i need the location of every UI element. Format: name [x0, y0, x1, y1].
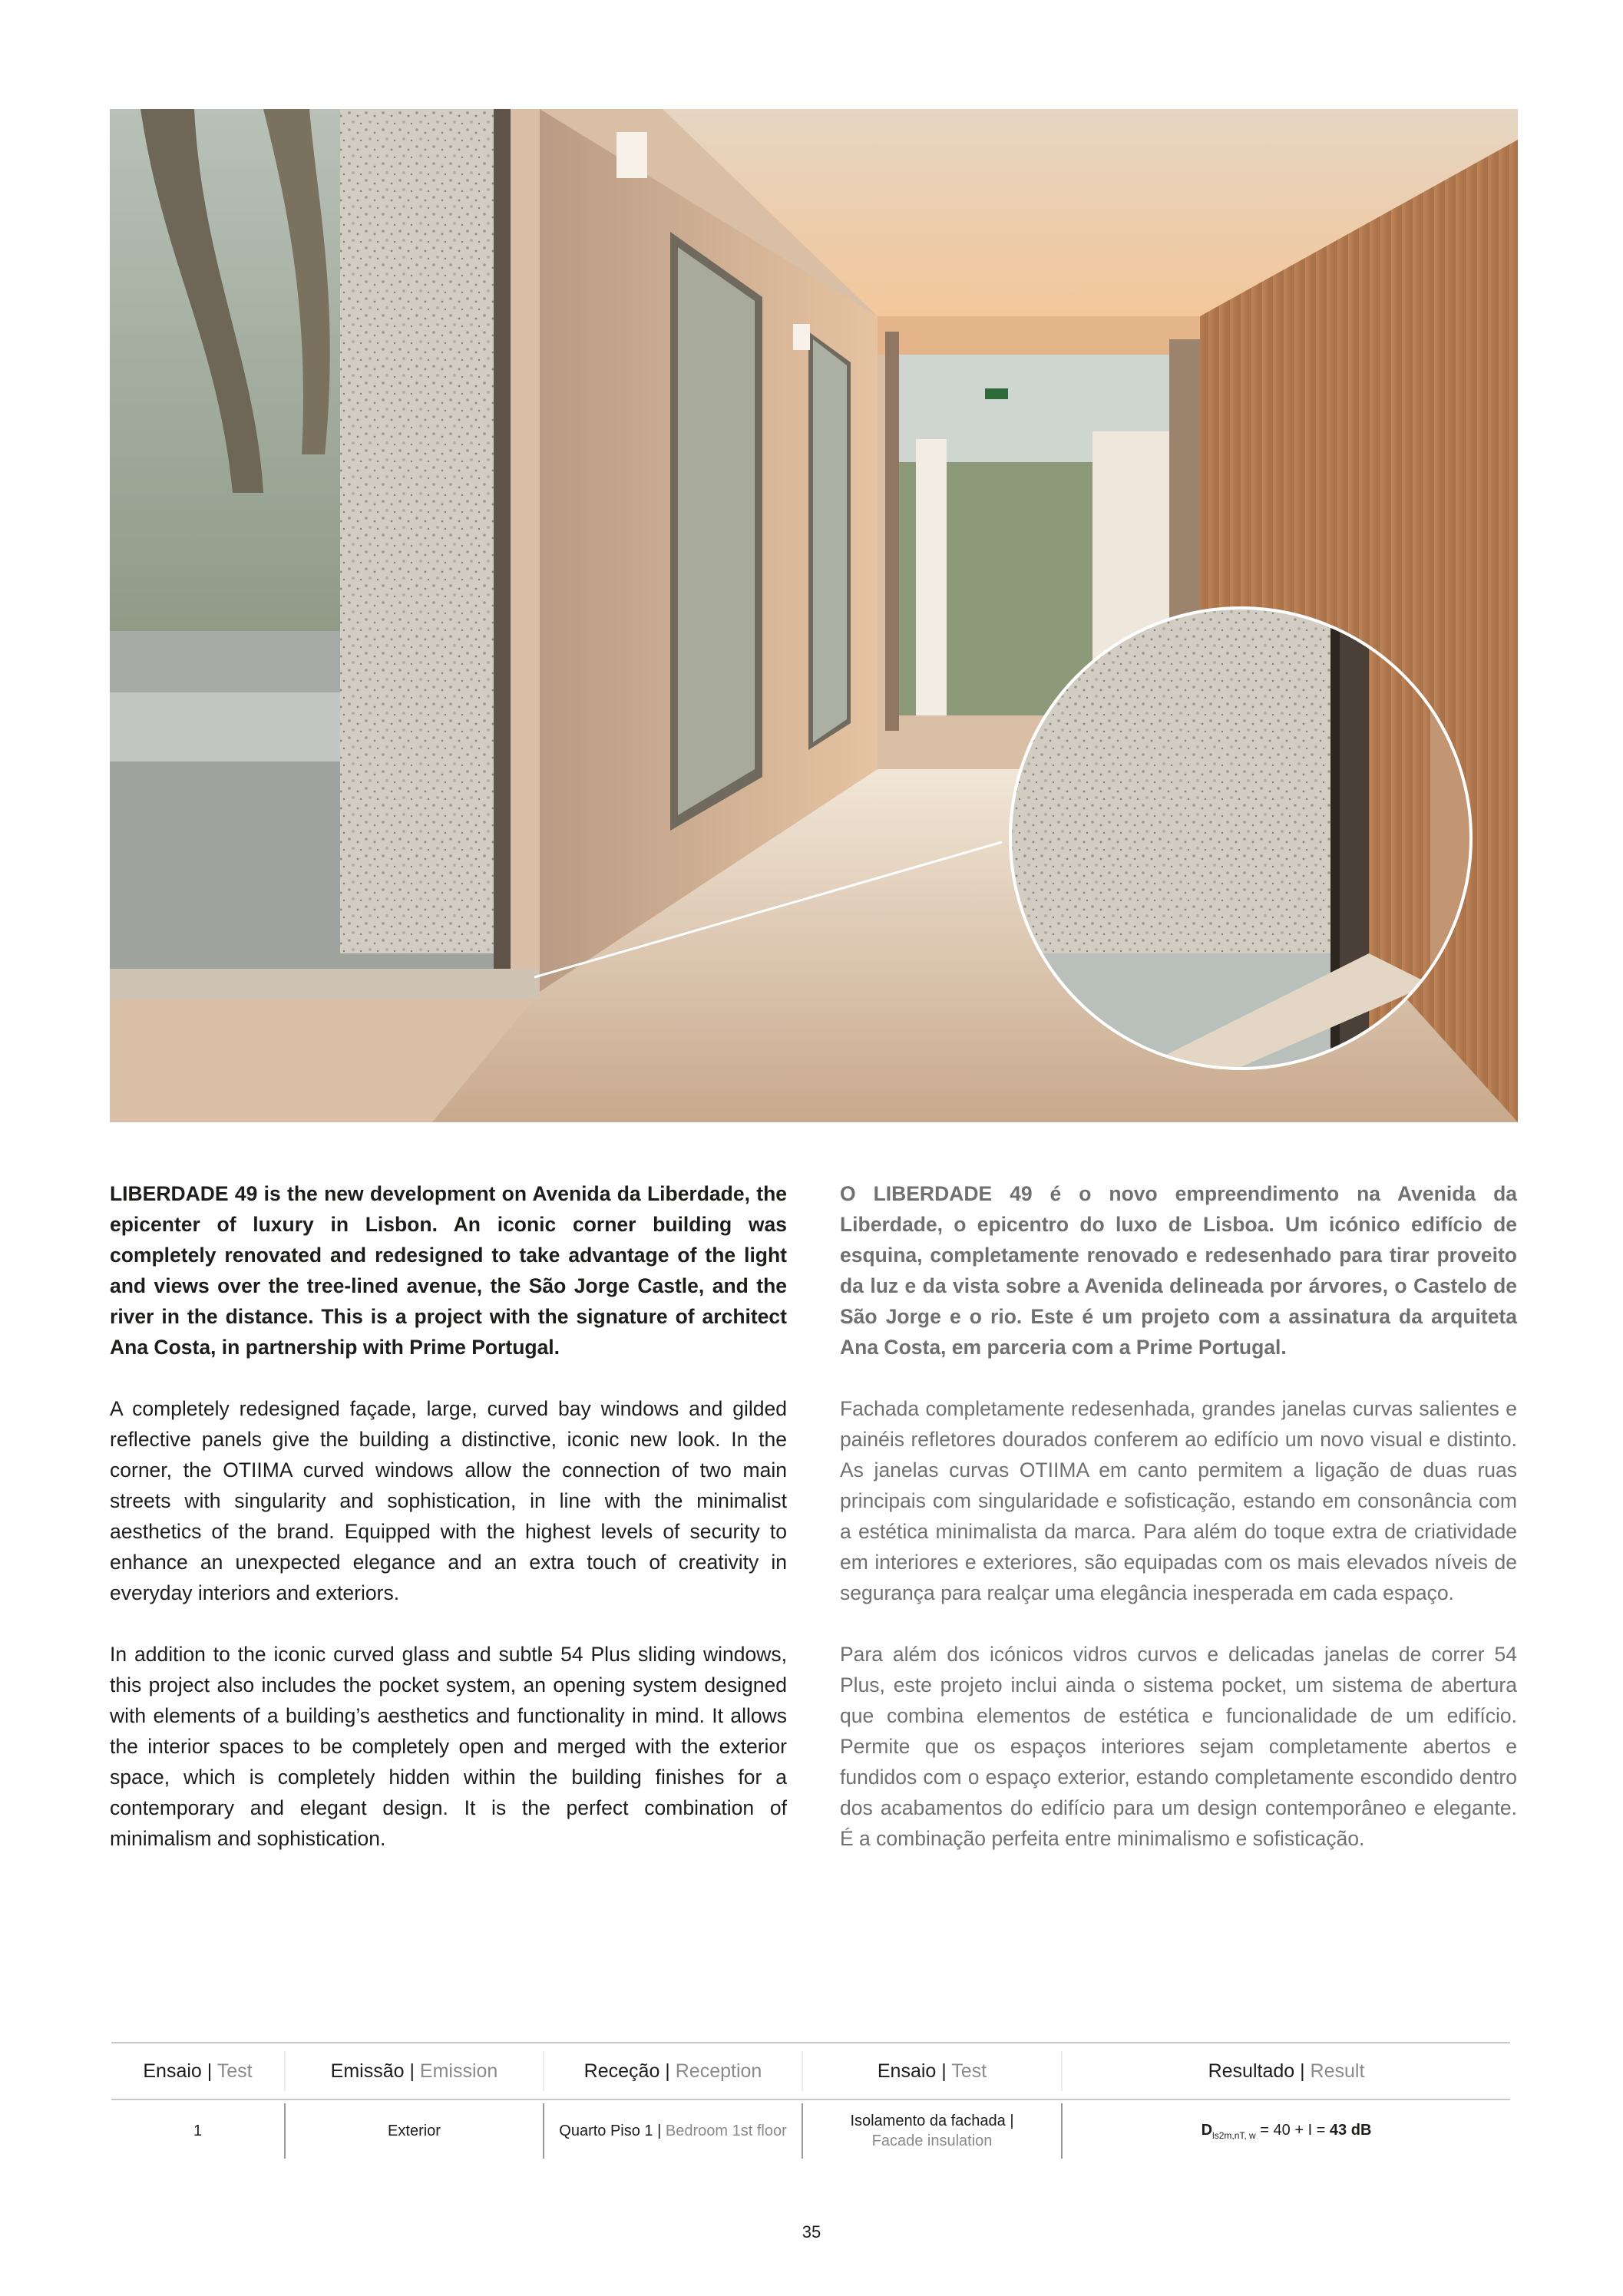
cell-result: $D_{ls2m,nT, w} = 40 + I = 43$ dB: [1201, 2121, 1372, 2141]
lead-paragraph-en: LIBERDADE 49 is the new development on Avenida da Liberdade, the epicenter of luxury in Lisbon. An iconic corner building was completely renovated and redesigned to take advantage of the light and views over the tree-lined avenue, the São Jorge Castle, and the river in the distance. This is a project with the signature of architect Ana Costa, in partnership with Prime Portugal.: [110, 1182, 787, 1359]
hero-photo: [110, 109, 1518, 1122]
lead-paragraph-pt: O LIBERDADE 49 é o novo empreendimento na Avenida da Liberdade, o epicentro do luxo de Lisboa. Um icónico edifício de esquina, completamente renovado e redesenhado para tirar proveito da luz e da vista sobre a Avenida delineada por árvores, o Castelo de São Jorge e o rio. Este é um projeto com a assinatura da arquiteta Ana Costa, em parceria com a Prime Portugal.: [840, 1182, 1517, 1359]
paragraph-en-3: In addition to the iconic curved glass and subtle 54 Plus sliding windows, this project also includes the pocket system, an opening system designed with elements of a building’s aesthetics and functionality in mind. It allows the interior spaces to be completely open and merged with the exterior space, which is completely hidden within the building finishes for a contemporary and elegant design. It is the perfect combination of minimalism and sophistication.: [110, 1643, 787, 1850]
cell-test-type: Isolamento da fachada | Facade insulation: [850, 2113, 1014, 2149]
paragraph-en-2: A completely redesigned façade, large, curved bay windows and gilded reflective panels give the building a distinctive, iconic new look. In the corner, the OTIIMA curved windows allow the connection of two main streets with singularity and sophistication, in line with the minimalist aesthetics of the brand. Equipped with the highest levels of security to enhance an unexpected elegance and an extra touch of creativity in everyday interiors and exteriors.: [110, 1397, 787, 1604]
cell-emission: Exterior: [388, 2122, 441, 2139]
table-row: [111, 2100, 1510, 2162]
table-header-row: [111, 2043, 1510, 2099]
paragraph-pt-2: Fachada completamente redesenhada, grandes janelas curvas salientes e painéis refletores dourados conferem ao edifício um novo visual e distinto. As janelas curvas OTIIMA em canto permitem a ligação de duas ruas principais com singularidade e sofisticação, estando em consonância com a estética minimalista da marca. Para além do toque extra de criatividade em interiores e exteriores, são equipadas com os mais elevados níveis de segurança para realçar uma elegância inesperada em cada espaço.: [840, 1397, 1517, 1604]
corridor-illustration: [110, 109, 1518, 1122]
header-reception: Receção | Reception: [583, 2060, 762, 2082]
text-column-portuguese: [840, 1178, 1517, 1885]
header-test-type: Ensaio | Test: [877, 2060, 987, 2082]
cell-test-number: 1: [193, 2122, 203, 2139]
header-test: Ensaio | Test: [143, 2060, 253, 2082]
acoustic-test-table: [111, 2042, 1510, 2162]
paragraph-pt-3: Para além dos icónicos vidros curvos e delicadas janelas de correr 54 Plus, este projeto inclui ainda o sistema pocket, um sistema de abertura que combina elementos de estética e funcionalidade de um edifício. Permite que os espaços interiores sejam completamente abertos e fundidos com o espaço exterior, estando completamente escondido dentro dos acabamentos do edifício para um design contemporâneo e elegante. É a combinação perfeita entre minimalismo e sofisticação.: [840, 1643, 1517, 1850]
text-column-english: [110, 1178, 787, 1885]
header-result: Resultado | Result: [1208, 2060, 1365, 2082]
cell-reception: Quarto Piso 1 | Bedroom 1st floor: [559, 2122, 787, 2139]
page-number: 35: [802, 2222, 821, 2241]
exit-sign-icon: [985, 388, 1008, 399]
header-emission: Emissão | Emission: [330, 2060, 498, 2082]
